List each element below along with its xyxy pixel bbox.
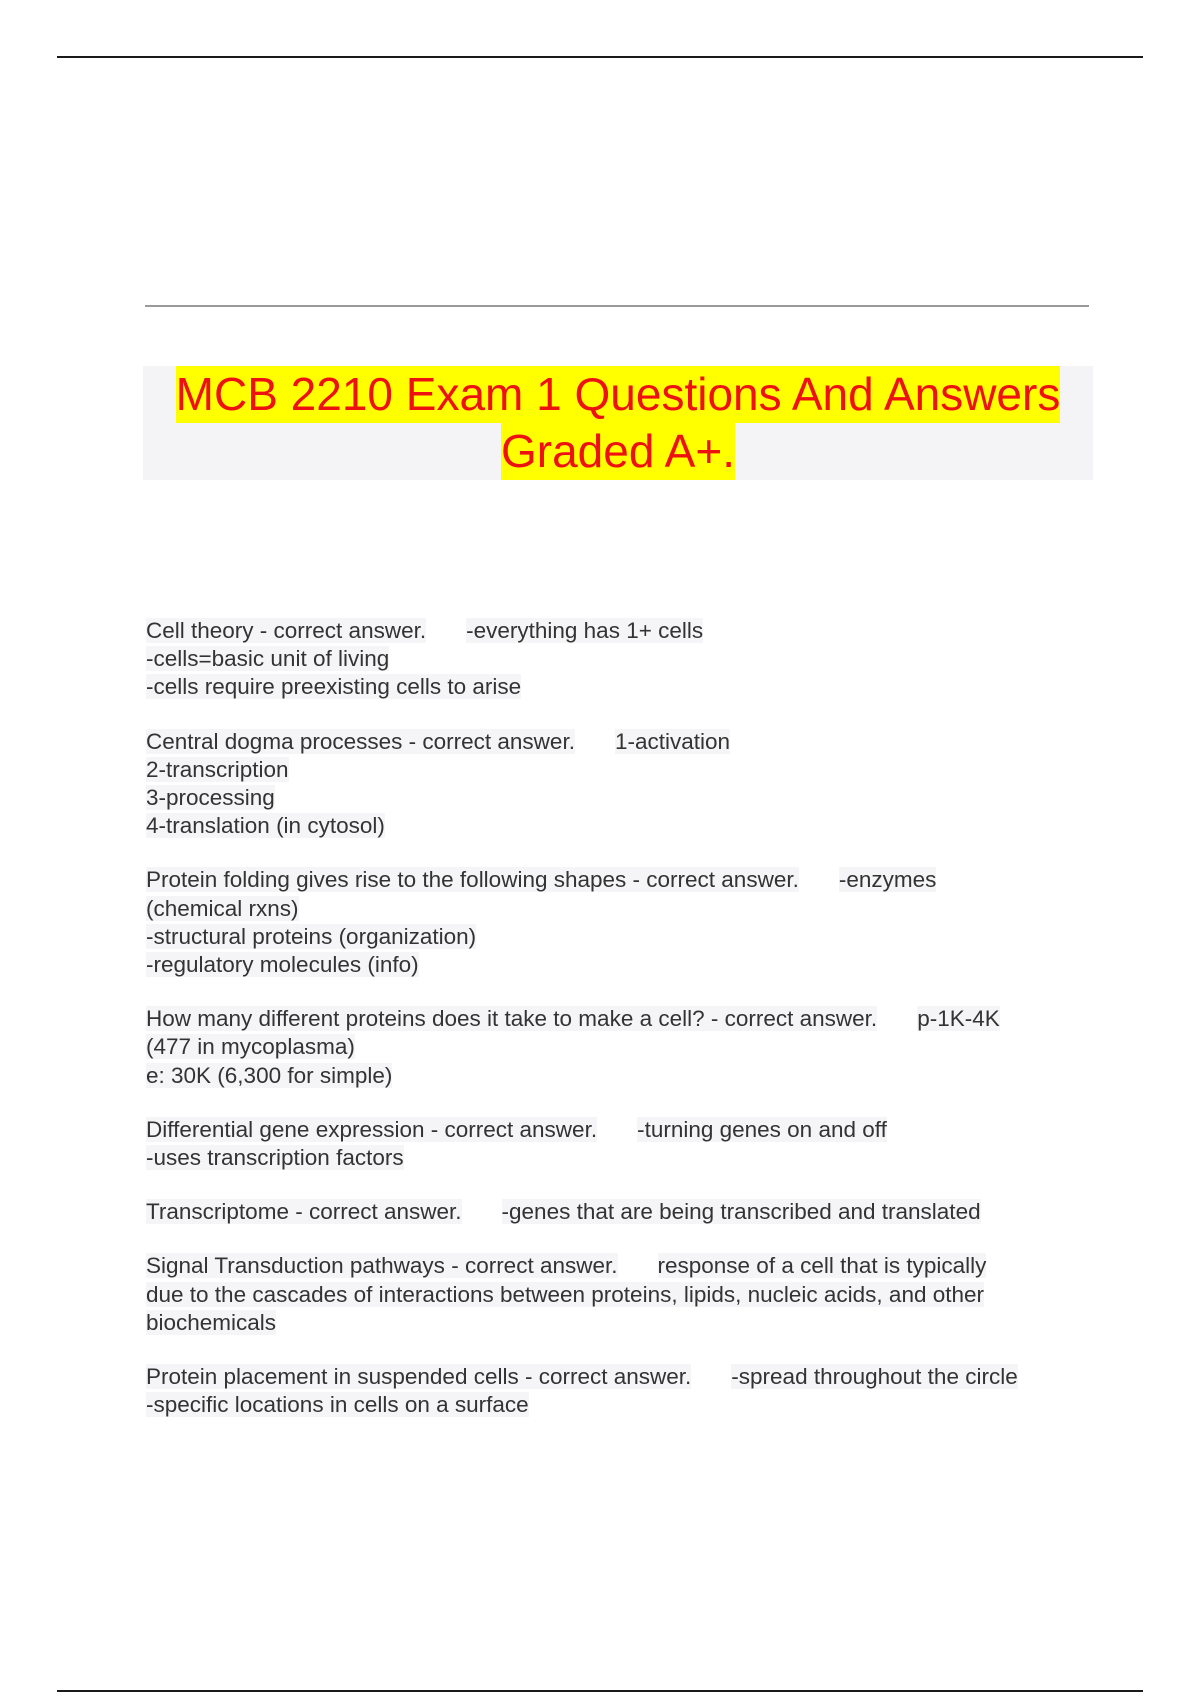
question-text: Protein placement in suspended cells: [146, 1364, 519, 1390]
title-separator-rule: [145, 305, 1089, 307]
qa-item: [146, 1252, 1096, 1337]
qa-item: [146, 617, 1096, 702]
question-text: How many different proteins does it take to make a cell?: [146, 1006, 705, 1032]
answer-line: 2-transcription: [146, 756, 289, 782]
page-bottom-rule: [57, 1690, 1143, 1692]
correct-answer-marker: correct answer.: [646, 867, 799, 893]
answer-line: 4-translation (in cytosol): [146, 813, 385, 839]
answer-line: (477 in mycoplasma): [146, 1034, 355, 1060]
qa-item: [146, 1198, 1096, 1226]
answer-first-line: -spread throughout the circle: [731, 1364, 1018, 1390]
correct-answer-marker: correct answer.: [724, 1006, 878, 1032]
title-line-2: Graded A+.: [501, 423, 735, 480]
correct-answer-marker: correct answer.: [538, 1364, 692, 1390]
qa-list: [146, 617, 1096, 1445]
qa-item: [146, 728, 1096, 841]
answer-line: due to the cascades of interactions between proteins, lipids, nucleic acids, and other: [146, 1281, 985, 1307]
correct-answer-marker: correct answer.: [422, 728, 575, 754]
question-text: Signal Transduction pathways: [146, 1253, 445, 1279]
answer-first-line: -genes that are being transcribed and translated: [501, 1199, 981, 1225]
answer-first-line: -turning genes on and off: [637, 1116, 887, 1142]
answer-line: -specific locations in cells on a surface: [146, 1392, 529, 1418]
answer-first-line: 1-activation: [614, 728, 731, 754]
qa-item: [146, 1363, 1096, 1419]
answer-line: (chemical rxns): [146, 895, 299, 921]
document-title: [143, 366, 1093, 480]
answer-line: biochemicals: [146, 1309, 277, 1335]
question-text: Cell theory: [146, 618, 254, 643]
question-separator: -: [402, 728, 423, 754]
answer-line: e: 30K (6,300 for simple): [146, 1062, 393, 1088]
page-top-rule: [57, 56, 1143, 58]
question-separator: -: [704, 1006, 725, 1032]
question-separator: -: [518, 1364, 539, 1390]
answer-line: -uses transcription factors: [146, 1145, 404, 1171]
answer-first-line: -everything has 1+ cells: [466, 618, 704, 643]
qa-item: [146, 1116, 1096, 1172]
answer-line: -regulatory molecules (info): [146, 952, 419, 978]
correct-answer-marker: correct answer.: [308, 1199, 462, 1225]
question-separator: -: [288, 1199, 309, 1225]
correct-answer-marker: correct answer.: [273, 618, 427, 643]
answer-line: -cells require preexisting cells to arise: [146, 674, 522, 700]
answer-first-line: -enzymes: [838, 867, 937, 893]
answer-line: -cells=basic unit of living: [146, 646, 390, 672]
qa-item: [146, 866, 1096, 979]
answer-line: -structural proteins (organization): [146, 923, 477, 949]
question-text: Central dogma processes: [146, 728, 403, 754]
correct-answer-marker: correct answer.: [444, 1116, 598, 1142]
question-text: Differential gene expression: [146, 1116, 425, 1142]
question-separator: -: [424, 1116, 445, 1142]
title-line-1: MCB 2210 Exam 1 Questions And Answers: [176, 366, 1061, 423]
answer-first-line: response of a cell that is typically: [657, 1253, 987, 1279]
qa-item: [146, 1005, 1096, 1090]
answer-line: 3-processing: [146, 785, 275, 811]
question-separator: -: [444, 1253, 465, 1279]
question-separator: -: [253, 618, 274, 643]
correct-answer-marker: correct answer.: [464, 1253, 618, 1279]
answer-first-line: p-1K-4K: [917, 1006, 1000, 1032]
question-text: Transcriptome: [146, 1199, 289, 1225]
question-separator: -: [626, 867, 647, 893]
question-text: Protein folding gives rise to the following shapes: [146, 867, 627, 893]
